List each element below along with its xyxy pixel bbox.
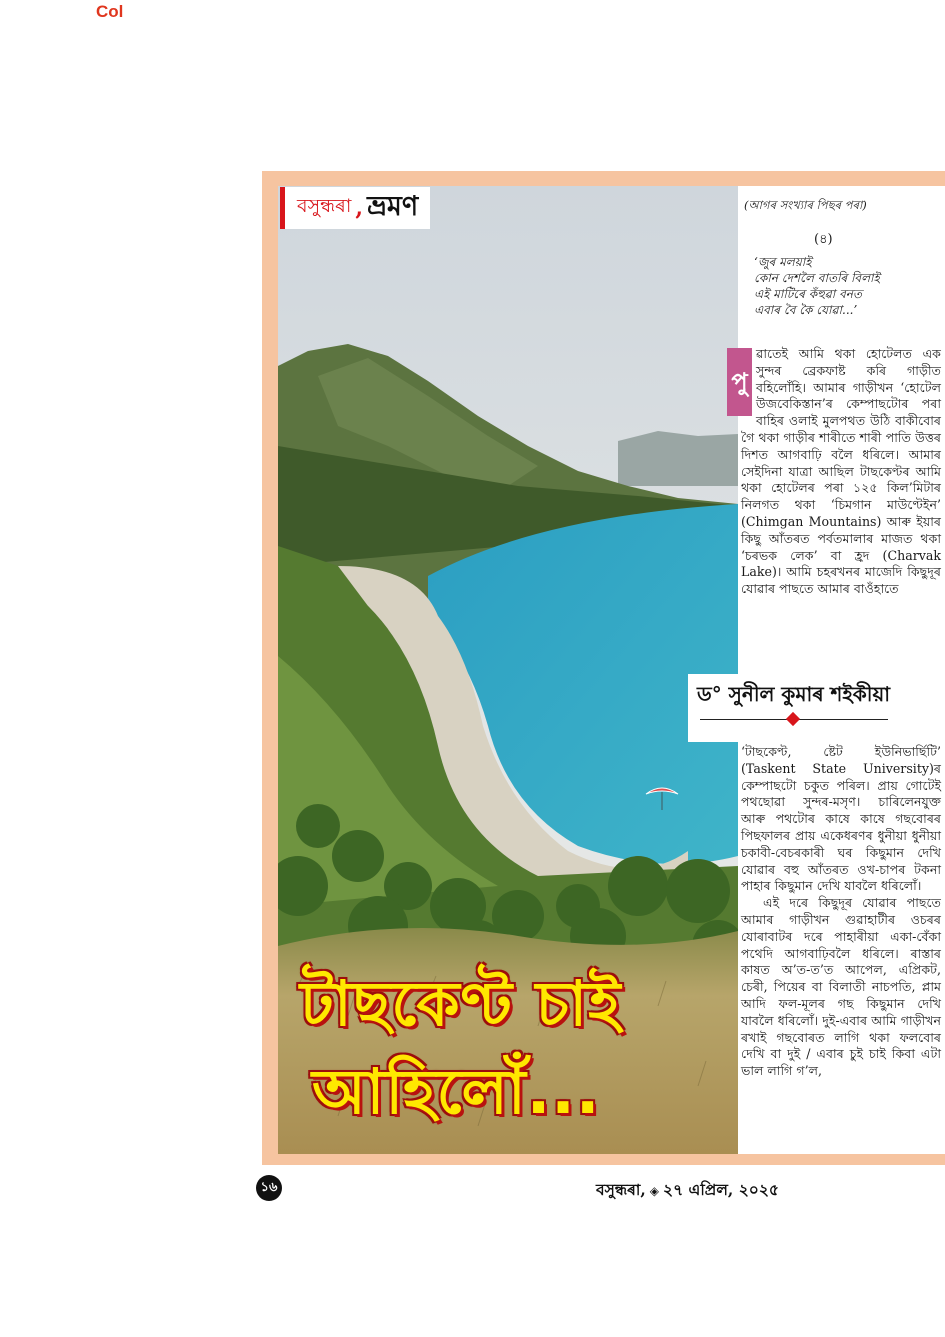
author-byline: ড° সুনীল কুমাৰ শইকীয়া <box>697 682 891 706</box>
page-number: ১৬ <box>256 1175 282 1201</box>
poem-excerpt: ‘জুৰ মলয়াই কোন দেশলৈ বাতৰি বিলাই এই মাটিৰে কঁহুৱা বনত এবাৰ বৈ কৈ যোৱা...’ <box>754 255 880 317</box>
drop-cap: পু <box>727 348 752 416</box>
footer-publication: বসুন্ধৰা, <box>596 1180 646 1199</box>
diamond-icon: ◈ <box>649 1184 659 1198</box>
footer-date: ২৭ এপ্ৰিল, ২০২৫ <box>663 1180 779 1199</box>
article-paragraph: ৱাতেই আমি থকা হোটেলত এক সুন্দৰ ব্ৰেকফাষ্ট কৰি গাড়ীত বহিলোঁহি। আমাৰ গাড়ীখন ‘হোটেল উজবেকিস্তান’ৰ কেম্পাছটোৰ পৰা বাহিৰ ওলাই মুলপথত উঠি বাকীবোৰ গৈ থকা গাড়ীৰ শাৰীতে শাৰী পাতি উত্তৰ দিশত আগবাঢ়ি বলৈ ধৰিলে। আমাৰ সেইদিনা যাত্ৰা আছিল টাছকেণ্টৰ আমি থকা হোটেলৰ পৰা ১২৫ কিল’মিটাৰ নিলগত থকা ‘চিমগান মাউণ্টেইন’ (Chimgan Mountains) আৰু ইয়াৰ কিছু আঁতৰত পৰ্বতমালাৰ মাজত থকা ‘চৰভক লেক’ বা হ্ৰদ (Charvak Lake)। আমি চহৰখনৰ মাজেদি কিছুদূৰ যোৱাৰ পাছতে আমাৰ বাওঁহাতে <box>741 346 941 597</box>
headline-line-1: টাছকেণ্ট চাই <box>300 967 622 1040</box>
part-number: (৪) <box>814 232 833 247</box>
article-headline <box>300 960 720 1136</box>
continuation-note: (আগৰ সংখ্যাৰ পিছৰ পৰা) <box>744 198 867 212</box>
section-tag <box>280 187 430 229</box>
article-body-part2 <box>741 744 941 1080</box>
article-paragraph: ‘টাছকেণ্ট, ষ্টেট ইউনিভাৰ্ছিটি’ (Taskent State University)ৰ কেম্পাছটো চকুত পৰিল। প্ৰায় গোটেই পথছোৱা সুন্দৰ-মসৃণ। চাৰিলেনযুক্ত আৰু পথটোৰ কাষে কাষে গছবোৰৰ পিছফালৰ প্ৰায় একেধৰণৰ ধুনীয়া ধুনীয়া চকাবী-বেচৰকাৰী ঘৰ কিছুমান দেখি যোৱাৰ বহু আঁতৰত ওখ-চাপৰ টকনা পাহাৰ কিছুমান দেখি যাবলৈ ধৰিলোঁ। <box>741 744 941 894</box>
article-paragraph: এই দৰে কিছুদূৰ যোৱাৰ পাছতে আমাৰ গাড়ীখন গুৱাহাটীৰ ওচৰৰ যোৰাবাটৰ দৰে পাহাৰীয়া একা-বেঁকা পথেদি আগবাঢ়িবলৈ ধৰিলে। ৰাস্তাৰ কাষত অ’ত-ত’ত আপেল, এপ্ৰিকট, চেৰী, পিয়েৰ বা বিলাতী নাচপতি, প্লাম আদি ফল-মূলৰ গছ কিছুমান দেখি যাবলৈ ধৰিলোঁ। দুই-এবাৰ আমি গাড়ীখন ৰখাই গছবোৰত লাগি থকা ফলবোৰ দেখি বা দুই / এবাৰ চুই চাই কিবা এটা ভাল লাগি গ’ল, <box>741 895 941 1079</box>
page-footer <box>596 1178 779 1204</box>
article-body-part1 <box>731 346 941 598</box>
section-kind: ভ্ৰমণ <box>367 190 419 222</box>
headline-line-2: আহিলোঁ... <box>312 1055 601 1128</box>
section-brand: বসুন্ধৰা <box>297 195 352 217</box>
section-separator: , <box>355 195 364 221</box>
corner-label: Col <box>96 2 124 21</box>
